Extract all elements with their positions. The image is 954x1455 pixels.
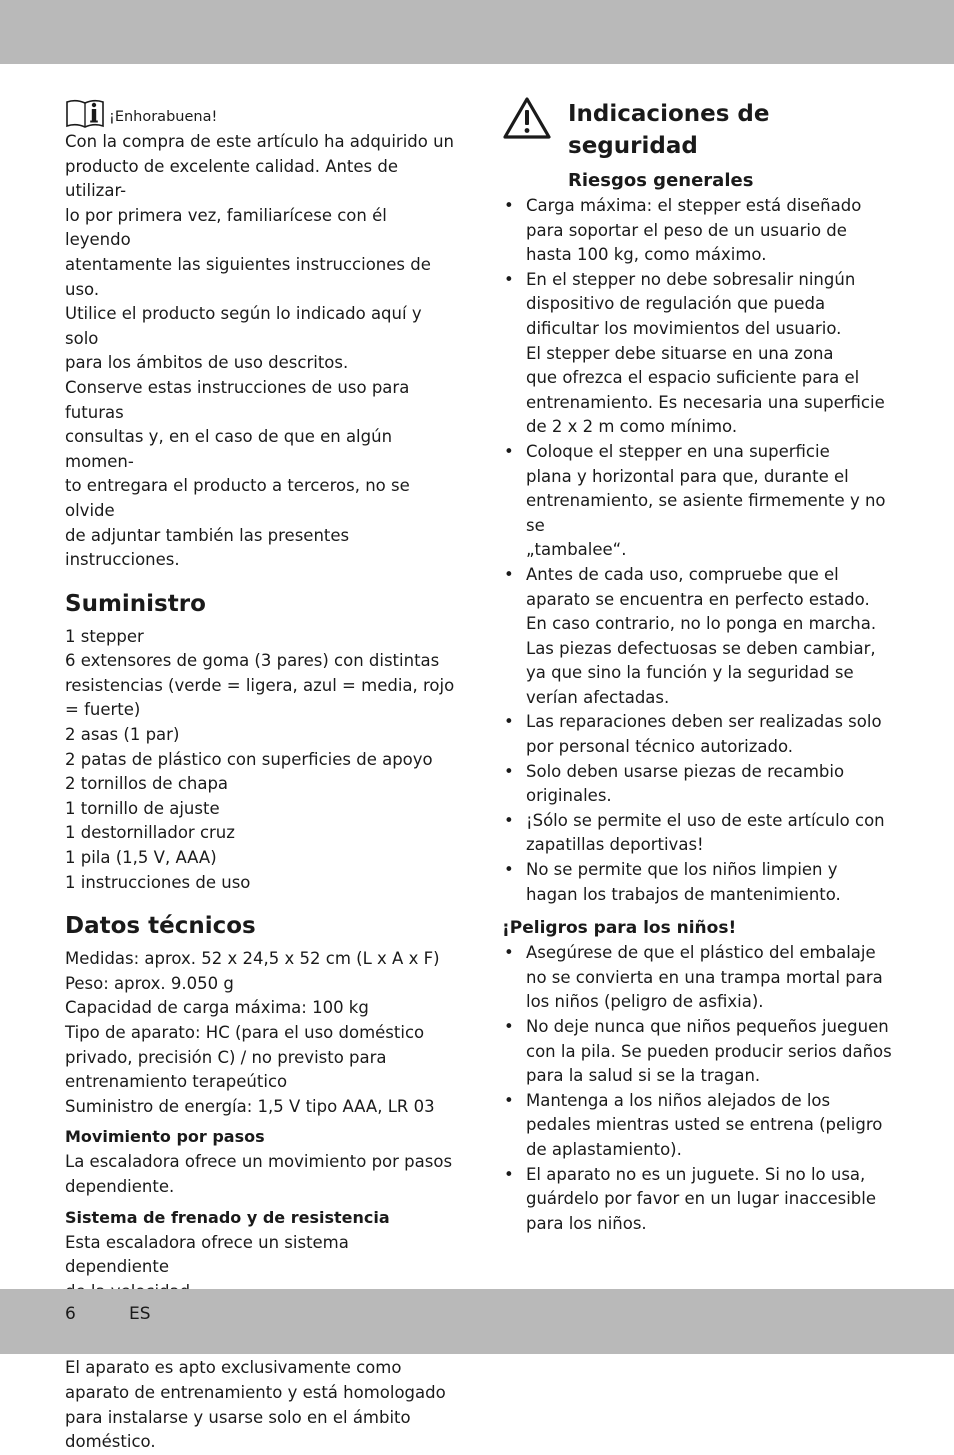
bullet-icon: • bbox=[504, 761, 514, 781]
book-info-icon bbox=[65, 96, 105, 130]
list-item-text: No deje nunca que niños pequeños jueguen con la pila. Se pueden producir serios daños para la salud si se la tragan. bbox=[526, 1017, 892, 1086]
left-column bbox=[65, 96, 455, 1455]
list-item bbox=[502, 760, 897, 809]
suministro-list: 1 stepper 6 extensores de goma (3 pares) con distintas resistencias (verde = ligera, azul = media, rojo = fuerte) 2 asas (1 par) 2 patas de plástico con superficies de apoyo 2 tornillos de chapa 1 tornillo de ajuste 1 destornillador cruz 1 pila (1,5 V, AAA) 1 instrucciones de uso bbox=[65, 626, 455, 892]
list-item bbox=[502, 858, 897, 907]
movimiento-heading: Movimiento por pasos bbox=[65, 1127, 265, 1147]
safety-header bbox=[502, 96, 897, 162]
warning-triangle-icon bbox=[502, 96, 552, 140]
ninos-heading: ¡Peligros para los niños! bbox=[502, 918, 737, 939]
right-column bbox=[502, 96, 897, 1236]
bullet-icon: • bbox=[504, 441, 514, 461]
list-item-text: Coloque el stepper en una superficie plana y horizontal para que, durante el entrenamiento, se asiente firmemente y no se „tambalee“. bbox=[526, 441, 886, 560]
intro-greeting: ¡Enhorabuena! bbox=[109, 109, 218, 126]
list-item bbox=[502, 1163, 897, 1237]
bullet-icon: • bbox=[504, 860, 514, 880]
language-code: ES bbox=[129, 1304, 151, 1324]
list-item-text: Asegúrese de que el plástico del embalaje no se convierta en una trampa mortal para los niños (peligro de asfixia). bbox=[526, 943, 883, 1012]
list-item-text: Antes de cada uso, compruebe que el aparato se encuentra en perfecto estado. En caso contrario, no lo ponga en marcha. Las piezas defectuosas se deben cambiar, ya que sino la función y la seguridad se verían afectadas. bbox=[526, 564, 877, 707]
bullet-icon: • bbox=[504, 810, 514, 830]
frenado-text: Esta escaladora ofrece un sistema dependiente bbox=[65, 1232, 349, 1277]
list-item-text: El aparato no es un juguete. Si no lo usa, guárdelo por favor en un lugar inaccesible para los niños. bbox=[526, 1164, 876, 1233]
bullet-icon: • bbox=[504, 712, 514, 732]
bullet-icon: • bbox=[504, 1164, 514, 1184]
datos-tecnicos-heading: Datos técnicos bbox=[65, 913, 256, 940]
bullet-icon: • bbox=[504, 564, 514, 584]
riesgos-heading: Riesgos generales bbox=[568, 170, 754, 191]
list-item bbox=[502, 563, 897, 711]
list-item-text: Las reparaciones deben ser realizadas solo por personal técnico autorizado. bbox=[526, 712, 882, 757]
list-item-text: Solo deben usarse piezas de recambio originales. bbox=[526, 761, 845, 806]
intro-text: Con la compra de este artículo ha adquirido un producto de excelente calidad. Antes de utilizar- lo por primera vez, familiarícese con él leyendo atentamente las siguientes instrucciones de uso. Utilice el producto según lo indicado aquí y solo para los ámbitos de uso descritos. Conserve estas instrucciones de uso para futuras consultas y, en el caso de que en algún momen- to entregara el producto a terceros, no se olvide de adjuntar también las presentes instrucciones. bbox=[65, 132, 455, 570]
list-item-text: En el stepper no debe sobresalir ningún dispositivo de regulación que pueda dificultar los movimientos del usuario. El stepper debe situarse en una zona que ofrezca el espacio suficiente para el entrenamiento. Es necesaria una superficie de 2 x 2 m como mínimo. bbox=[526, 269, 885, 437]
bullet-icon: • bbox=[504, 1090, 514, 1110]
top-bar bbox=[0, 0, 954, 64]
list-item bbox=[502, 268, 897, 440]
list-item bbox=[502, 710, 897, 759]
bullet-icon: • bbox=[504, 269, 514, 289]
movimiento-text: La escaladora ofrece un movimiento por pasos dependiente. bbox=[65, 1152, 453, 1196]
list-item-text: ¡Sólo se permite el uso de este artículo con zapatillas deportivas! bbox=[526, 810, 885, 855]
safety-heading: Indicaciones de seguridad bbox=[568, 101, 770, 159]
list-item-text: Carga máxima: el stepper está diseñado para soportar el peso de un usuario de hasta 100 kg, como máximo. bbox=[526, 196, 862, 265]
list-item bbox=[502, 941, 897, 1015]
list-item bbox=[502, 809, 897, 858]
page-number: 6 bbox=[65, 1304, 76, 1324]
datos-tecnicos-text: Medidas: aprox. 52 x 24,5 x 52 cm (L x A x F) Peso: aprox. 9.050 g Capacidad de carga máxima: 100 kg Tipo de aparato: HC (para el uso doméstico privado, precisión C) / no previsto para entrenamiento terapeútico Suministro de energía: 1,5 V tipo AAA, LR 03 bbox=[65, 949, 440, 1116]
list-item bbox=[502, 194, 897, 268]
list-item-text: No se permite que los niños limpien y hagan los trabajos de mantenimiento. bbox=[526, 860, 841, 904]
list-item bbox=[502, 1089, 897, 1163]
suministro-heading: Suministro bbox=[65, 590, 206, 617]
list-item bbox=[502, 1015, 897, 1089]
bullet-icon: • bbox=[504, 1017, 514, 1036]
bullet-icon: • bbox=[504, 196, 514, 215]
frenado-heading: Sistema de frenado y de resistencia bbox=[65, 1207, 390, 1227]
uso-previsto-text: El aparato es apto exclusivamente como aparato de entrenamiento y está homologado para instalarse y usarse solo en el ámbito doméstico. bbox=[65, 1358, 446, 1452]
intro-greeting-line bbox=[65, 96, 455, 130]
list-item bbox=[502, 440, 897, 563]
riesgos-list bbox=[502, 194, 897, 907]
list-item-text: Mantenga a los niños alejados de los pedales mientras usted se entrena (peligro de aplastamiento). bbox=[526, 1090, 883, 1159]
ninos-list bbox=[502, 941, 897, 1236]
bullet-icon: • bbox=[504, 943, 514, 963]
